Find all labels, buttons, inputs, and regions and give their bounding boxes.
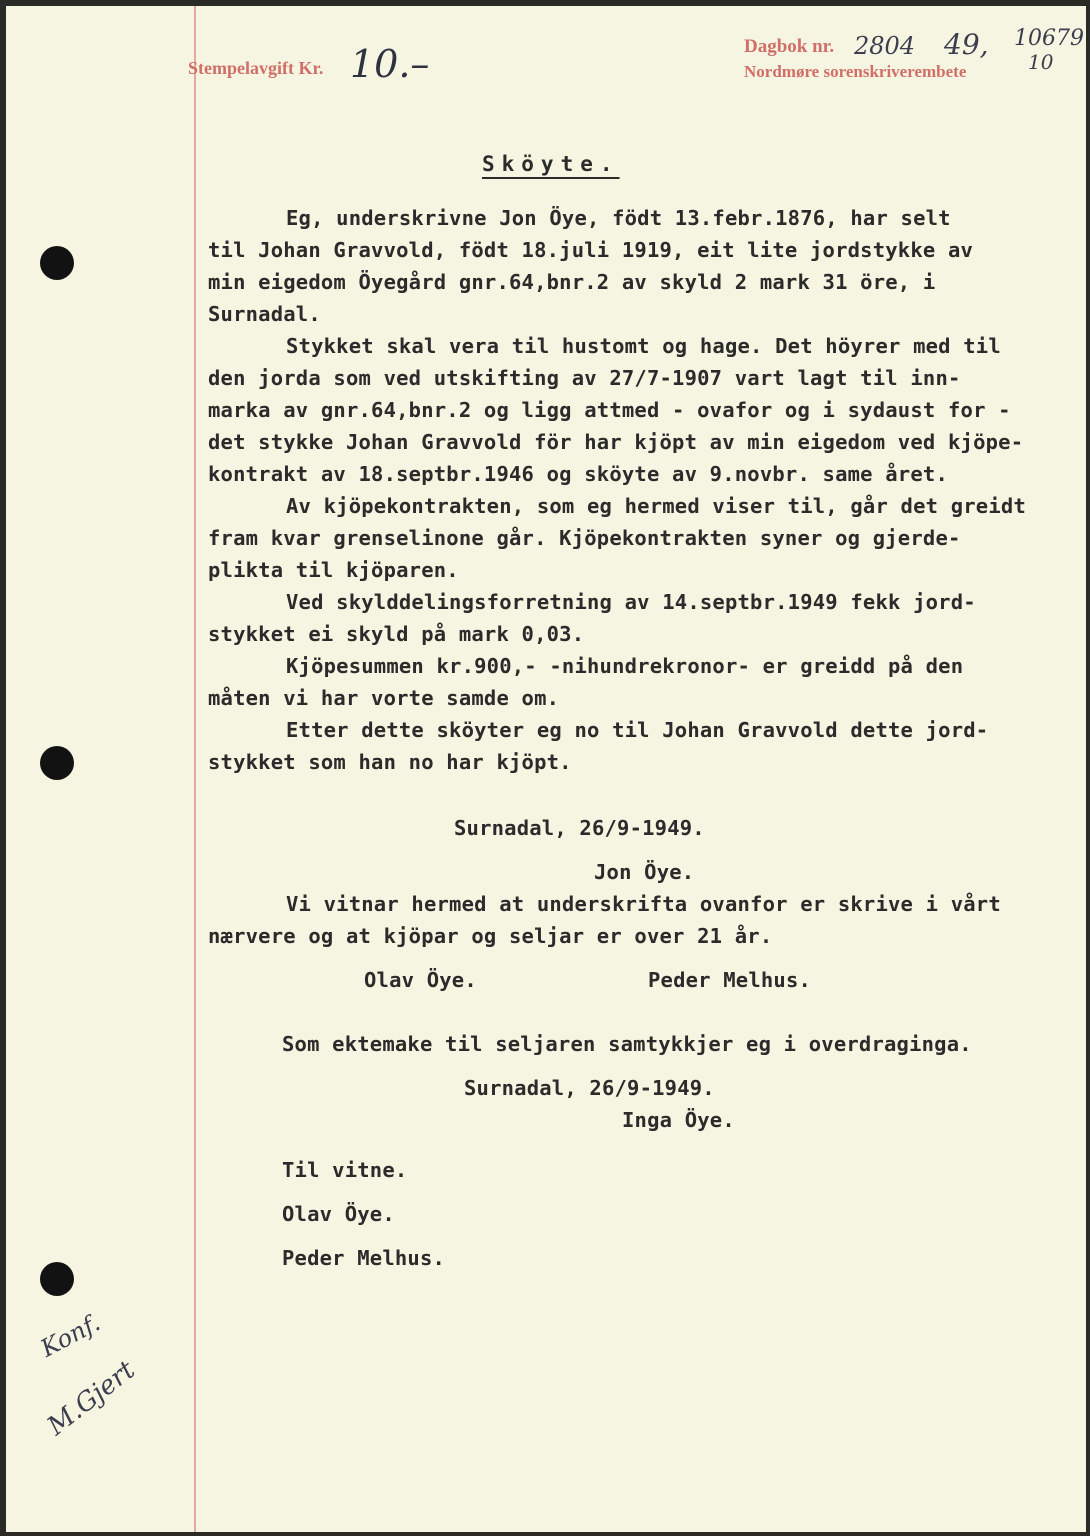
office-stamp: Nordmøre sorenskriverembete <box>744 62 967 81</box>
text-line: Ved skylddelingsforretning av 14.septbr.1949 fekk jord- <box>286 590 976 614</box>
text-line: Til vitne. <box>282 1158 408 1182</box>
text-line: Surnadal. <box>208 302 321 326</box>
text-line: Som ektemake til seljaren samtykkjer eg i overdraginga. <box>282 1032 972 1056</box>
stamp-fee-amount: 10.– <box>350 42 430 86</box>
text-line: Stykket skal vera til hustomt og hage. Det höyrer med til <box>286 334 1001 358</box>
document-page <box>6 6 1086 1532</box>
text-line: Av kjöpekontrakten, som eg hermed viser til, går det greidt <box>286 494 1026 518</box>
text-line: den jorda som ved utskifting av 27/7-1907 vart lagt til inn- <box>208 366 961 390</box>
text-line: kontrakt av 18.septbr.1946 og sköyte av 9.novbr. same året. <box>208 462 948 486</box>
signature-seller: Jon Öye. <box>594 860 695 884</box>
page-reference-sub: 10 <box>1028 50 1054 74</box>
margin-note-confirmed: Konf. <box>36 1308 105 1363</box>
text-line: marka av gnr.64,bnr.2 og ligg attmed - ovafor og i sydaust for - <box>208 398 1011 422</box>
text-line: måten vi har vorte samde om. <box>208 686 560 710</box>
text-line: nærvere og at kjöpar og seljar er over 21 år. <box>208 924 773 948</box>
text-line: stykket ei skyld på mark 0,03. <box>208 622 585 646</box>
page-reference: 10679 <box>1014 26 1084 51</box>
text-line: min eigedom Öyegård gnr.64,bnr.2 av skyld 2 mark 31 öre, i <box>208 270 936 294</box>
signature-witness-2: Peder Melhus. <box>648 968 812 992</box>
signature-witness-1: Olav Öye. <box>364 968 477 992</box>
margin-note-initials: M.Gjert <box>42 1355 141 1442</box>
text-line: fram kvar grenselinone går. Kjöpekontrakten syner og gjerde- <box>208 526 961 550</box>
dagbok-number: 2804 <box>854 32 916 60</box>
text-line: Peder Melhus. <box>282 1246 446 1270</box>
dagbok-year: 49, <box>944 28 989 61</box>
text-line: stykket som han no har kjöpt. <box>208 750 572 774</box>
document-title: Sköyte. <box>482 152 620 176</box>
place-date-line: Surnadal, 26/9-1949. <box>464 1076 715 1100</box>
punch-hole-bottom <box>40 1262 74 1296</box>
text-line: Etter dette sköyter eg no til Johan Gravvold dette jord- <box>286 718 989 742</box>
punch-hole-top <box>40 246 74 280</box>
place-date-line: Surnadal, 26/9-1949. <box>454 816 705 840</box>
text-line: det stykke Johan Gravvold för har kjöpt av min eigedom ved kjöpe- <box>208 430 1024 454</box>
text-line: Kjöpesummen kr.900,- -nihundrekronor- er greidd på den <box>286 654 964 678</box>
stamp-fee-label: Stempelavgift Kr. <box>188 58 324 78</box>
text-line: Vi vitnar hermed at underskrifta ovanfor er skrive i vårt <box>286 892 1001 916</box>
text-line: Eg, underskrivne Jon Öye, födt 13.febr.1876, har selt <box>286 206 951 230</box>
dagbok-label: Dagbok nr. <box>744 36 835 57</box>
punch-hole-middle <box>40 746 74 780</box>
margin-rule <box>194 6 196 1532</box>
text-line: til Johan Gravvold, födt 18.juli 1919, eit lite jordstykke av <box>208 238 974 262</box>
signature-spouse: Inga Öye. <box>622 1108 735 1132</box>
text-line: plikta til kjöparen. <box>208 558 459 582</box>
text-line: Olav Öye. <box>282 1202 395 1226</box>
